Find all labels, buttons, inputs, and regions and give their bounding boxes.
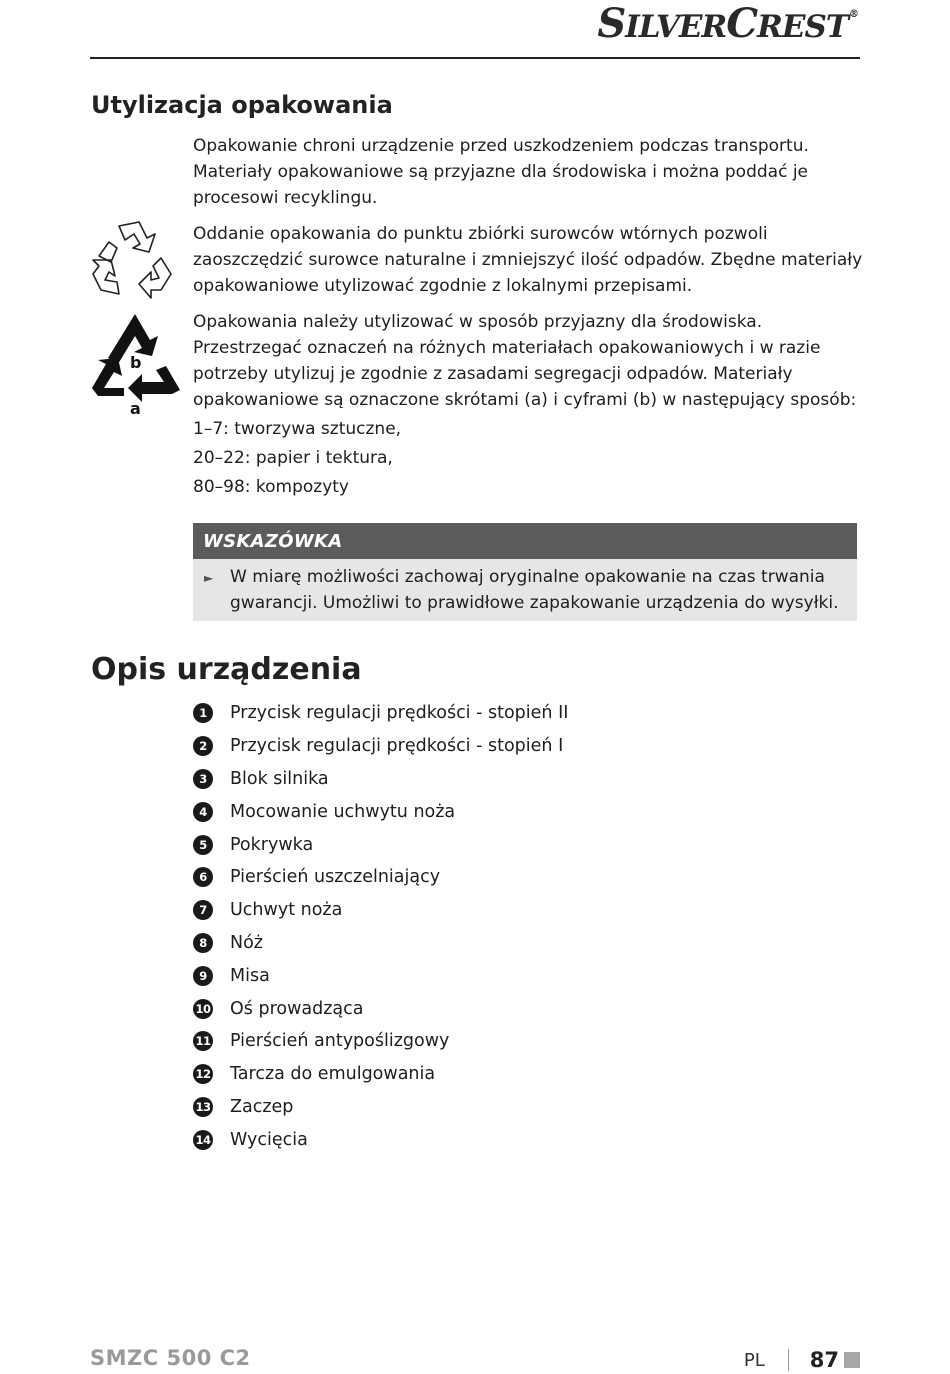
page-marker-square [844,1352,860,1368]
list-item [193,927,568,960]
list-item [193,959,568,992]
list-item [193,861,568,894]
list-item [193,1058,568,1091]
footer-model-number: SMZC 500 C2 [90,1346,251,1370]
triangle-label-b: b [130,353,142,372]
part-label: Wycięcia [230,1129,308,1150]
part-number-badge: 9 [193,966,213,986]
list-item: 1–7: tworzywa sztuczne, [193,419,402,439]
brand-letters: ILVER [625,9,727,45]
part-number-badge: 4 [193,802,213,822]
part-number-badge: 2 [193,736,213,756]
list-item [193,763,568,796]
arrow-right-icon: ► [204,571,214,585]
section-title-device-description: Opis urządzenia [91,652,362,687]
part-number-badge: 7 [193,900,213,920]
brand-letter: S [597,0,626,47]
parts-list [193,697,568,1156]
list-item [193,795,568,828]
part-number-badge: 8 [193,933,213,953]
note-text: W miarę możliwości zachowaj oryginalne opakowanie na czas trwania gwarancji. Umożliwi to prawidłowe zapakowanie urządzenia do wysyłki. [230,567,839,613]
paragraph-collection-point: Oddanie opakowania do punktu zbiórki surowców wtórnych pozwoli zaoszczędzić surowce naturalne i zmniejszyć ilość odpadów. Zbędne materiały opakowaniowe utylizować zgodnie z lokalnymi przepisami. [193,224,863,296]
part-number-badge: 3 [193,769,213,789]
part-label: Pierścień uszczelniający [230,867,441,888]
list-item [193,1091,568,1124]
part-label: Blok silnika [230,768,329,789]
list-item [193,828,568,861]
note-heading: WSKAZÓWKA [193,523,857,559]
list-item [193,1025,568,1058]
footer-language: PL [743,1349,765,1371]
part-number-badge: 1 [193,703,213,723]
recycling-triangle-icon [88,312,182,418]
part-label: Uchwyt noża [230,900,343,921]
footer-divider [788,1349,789,1371]
part-label: Oś prowadząca [230,998,364,1019]
material-codes-list [193,416,401,503]
list-item [193,730,568,763]
note-box [193,523,857,621]
brand-letter: C [726,0,758,47]
part-number-badge: 11 [193,1031,213,1051]
part-label: Nóż [230,932,263,953]
brand-letters: REST [757,9,848,45]
part-label: Przycisk regulacji prędkości - stopień I [230,736,564,757]
part-label: Tarcza do emulgowania [230,1064,436,1085]
part-number-badge: 12 [193,1064,213,1084]
list-item: 80–98: kompozyty [193,477,349,497]
list-item: 20–22: papier i tektura, [193,448,393,468]
list-item [193,1123,568,1156]
part-number-badge: 13 [193,1097,213,1117]
part-number-badge: 6 [193,867,213,887]
note-body [193,559,857,621]
part-number-badge: 5 [193,835,213,855]
part-label: Mocowanie uchwytu noża [230,801,456,822]
paragraph-packaging-protection: Opakowanie chroni urządzenie przed uszkodzeniem podczas transportu. Materiały opakowaniowe są przyjazne dla środowiska i można poddać je procesowi recyklingu. [193,136,809,208]
section-title-disposal: Utylizacja opakowania [91,91,393,119]
part-label: Pokrywka [230,834,314,855]
part-label: Misa [230,965,270,986]
brand-logo [597,0,858,47]
recycle-icon [89,218,175,300]
header-rule [90,57,860,59]
part-number-badge: 10 [193,999,213,1019]
footer-page-info [744,1346,860,1374]
registered-mark: ® [849,9,858,20]
part-label: Przycisk regulacji prędkości - stopień II [230,703,569,724]
page-number: 87 [809,1348,839,1372]
list-item [193,894,568,927]
part-label: Pierścień antypoślizgowy [230,1031,450,1052]
paragraph-disposal-markings: Opakowania należy utylizować w sposób przyjazny dla środowiska. Przestrzegać oznaczeń na różnych materiałach opakowaniowych i w razie potrzeby utylizuj je zgodnie z zasadami segregacji odpadów. Materiały opakowaniowe są oznaczone skrótami (a) i cyframi (b) w następujący sposób: [193,312,857,410]
list-item [193,697,568,730]
list-item [193,992,568,1025]
part-label: Zaczep [230,1096,294,1117]
triangle-label-a: a [130,399,141,418]
part-number-badge: 14 [193,1130,213,1150]
